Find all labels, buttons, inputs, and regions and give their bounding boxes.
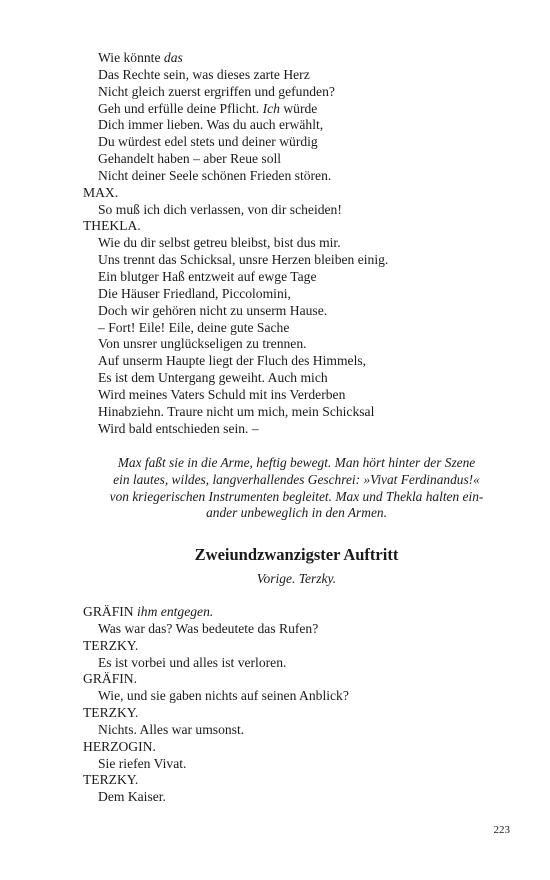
stage-direction-line: Max faßt sie in die Arme, heftig bewegt. Man hört hinter der Szene <box>117 455 476 470</box>
stage-direction-line: von kriegerischen Instrumenten begleitet. Max und Thekla halten ein- <box>109 488 484 504</box>
speaker-name: TERZKY. <box>83 705 139 721</box>
verse-text: würde <box>279 100 318 116</box>
verse-line: Von unsrer unglückseligen zu trennen. <box>98 336 307 352</box>
speaker-label: GRÄFIN <box>83 604 138 619</box>
verse-line: Hinabziehn. Traure nicht um mich, mein Schicksal <box>98 403 375 419</box>
verse-line: Gehandelt haben – aber Reue soll <box>98 151 282 167</box>
stage-direction-line: ander unbeweglich in den Armen. <box>206 505 387 521</box>
verse-text: Wie könnte <box>98 50 164 65</box>
scene-title: Zweiundzwanzigster Auftritt <box>194 545 399 564</box>
verse-line: Nicht deiner Seele schönen Frieden stören. <box>98 167 332 183</box>
emphasis: Ich <box>262 100 280 116</box>
verse-line: Es ist dem Untergang geweiht. Auch mich <box>98 370 328 386</box>
dialogue-block-bottom <box>83 604 523 806</box>
speaker-name: MAX. <box>83 184 119 200</box>
speaker-name: GRÄFIN. <box>83 671 138 687</box>
verse-line: Du würdest edel stets und deiner würdig <box>98 134 318 150</box>
emphasis: das <box>163 50 183 65</box>
speaker-name: HERZOGIN. <box>83 738 156 754</box>
verse-line: Wie, und sie gaben nichts auf seinen Anblick? <box>98 688 349 704</box>
speaker-name: THEKLA. <box>83 218 141 234</box>
stage-note: ihm entgegen. <box>137 604 214 619</box>
verse-line: Nichts. Alles war umsonst. <box>98 721 245 737</box>
verse-line: Auf unserm Haupte liegt der Fluch des Himmels, <box>98 353 367 369</box>
verse-line: Nicht gleich zuerst ergriffen und gefunden? <box>98 83 335 99</box>
verse-line: Das Rechte sein, was dieses zarte Herz <box>98 66 310 82</box>
verse-line: Wird bald entschieden sein. – <box>98 420 259 436</box>
verse-line: Sie riefen Vivat. <box>98 755 187 771</box>
verse-line: Dich immer lieben. Was du auch erwählt, <box>98 117 324 133</box>
speaker-name <box>83 604 523 621</box>
verse-line: – Fort! Eile! Eile, deine gute Sache <box>98 319 290 335</box>
verse-line: Dem Kaiser. <box>98 789 166 805</box>
verse-line: Uns trennt das Schicksal, unsre Herzen bleiben einig. <box>98 252 389 268</box>
verse-line: Die Häuser Friedland, Piccolomini, <box>98 285 291 301</box>
page-number: 223 <box>493 824 510 836</box>
verse-line: Was war das? Was bedeutete das Rufen? <box>98 620 319 636</box>
verse-line <box>83 50 523 67</box>
dialogue-block-top <box>83 50 523 437</box>
speaker-name: TERZKY. <box>83 772 139 788</box>
verse-line: Doch wir gehören nicht zu unserm Hause. <box>98 302 328 318</box>
verse-line <box>83 101 523 118</box>
verse-line: Wird meines Vaters Schuld mit ins Verderben <box>98 386 346 402</box>
stage-direction-line: ein lautes, wildes, langverhallendes Geschrei: »Vivat Ferdinandus!« <box>113 471 480 487</box>
stage-direction <box>83 455 510 522</box>
verse-line: Ein blutger Haß entzweit auf ewge Tage <box>98 268 317 284</box>
verse-text: Geh und erfülle deine Pflicht. <box>98 100 263 116</box>
speaker-name: TERZKY. <box>83 637 139 653</box>
verse-line: So muß ich dich verlassen, von dir scheiden! <box>98 201 342 217</box>
scene-cast: Vorige. Terzky. <box>256 571 337 586</box>
verse-line: Es ist vorbei und alles ist verloren. <box>98 654 287 670</box>
verse-line: Wie du dir selbst getreu bleibst, bist dus mir. <box>98 235 341 251</box>
